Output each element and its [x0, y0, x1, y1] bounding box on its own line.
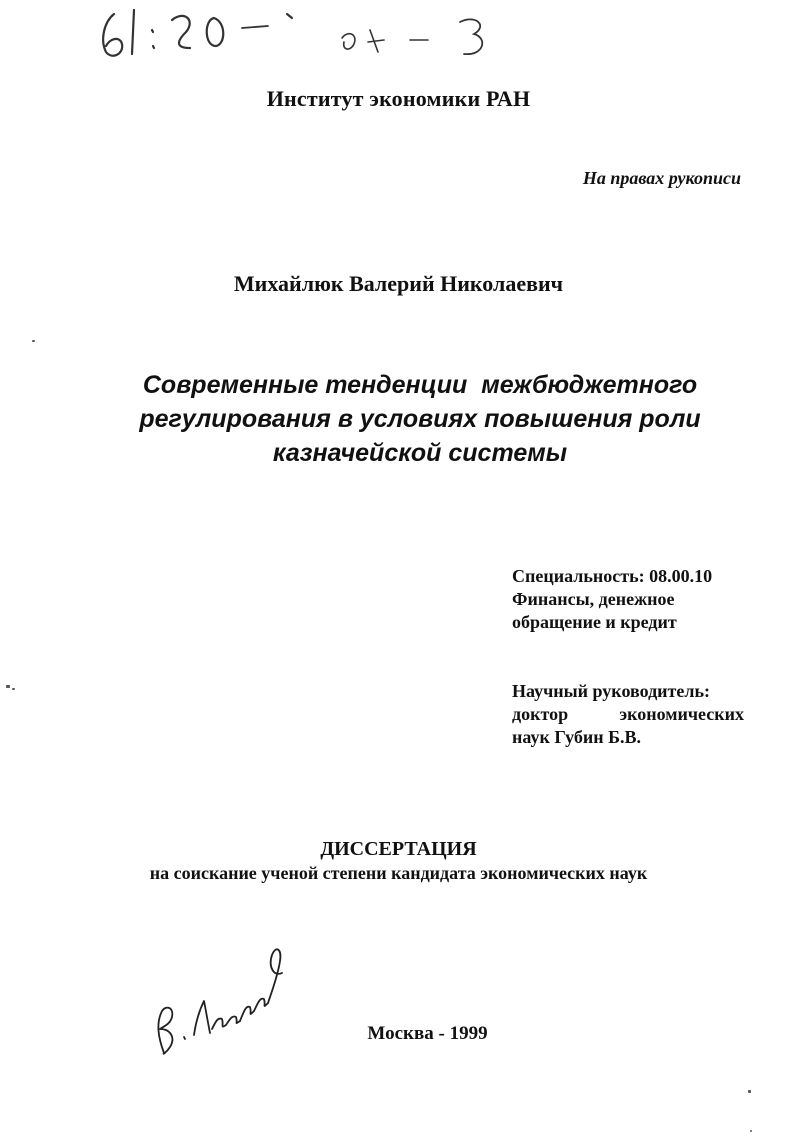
handwritten-archive-note — [92, 0, 512, 75]
specialty-line: Финансы, денежное — [512, 589, 675, 609]
scan-speck — [748, 1090, 751, 1093]
institute-name: Институт экономики РАН — [266, 86, 531, 111]
dissertation-heading: ДИССЕРТАЦИЯ — [320, 838, 477, 860]
specialty-block — [512, 565, 752, 634]
supervisor-line: доктор экономических — [512, 704, 744, 724]
scan-speck — [750, 1130, 752, 1132]
dissertation-title — [80, 368, 760, 470]
title-line: Современные тенденции межбюджетного — [142, 371, 698, 399]
city-year: Москва - 1999 — [367, 1023, 488, 1044]
specialty-line: Специальность: 08.00.10 — [512, 566, 713, 586]
supervisor-line: наук Губин Б.В. — [512, 727, 642, 747]
dissertation-subheading: на соискание ученой степени кандидата экономических наук — [149, 863, 648, 883]
specialty-line: обращение и кредит — [512, 612, 677, 632]
scan-speck — [32, 340, 35, 342]
title-line: регулирования в условиях повышения роли — [139, 405, 701, 433]
rights-note: На правах рукописи — [582, 168, 741, 188]
title-line: казначейской системы — [272, 439, 568, 467]
scan-speck — [6, 685, 10, 688]
scan-speck — [12, 688, 15, 690]
supervisor-line: Научный руководитель: — [512, 681, 710, 701]
supervisor-block — [512, 680, 744, 749]
author-name: Михайлюк Валерий Николаевич — [233, 271, 564, 296]
